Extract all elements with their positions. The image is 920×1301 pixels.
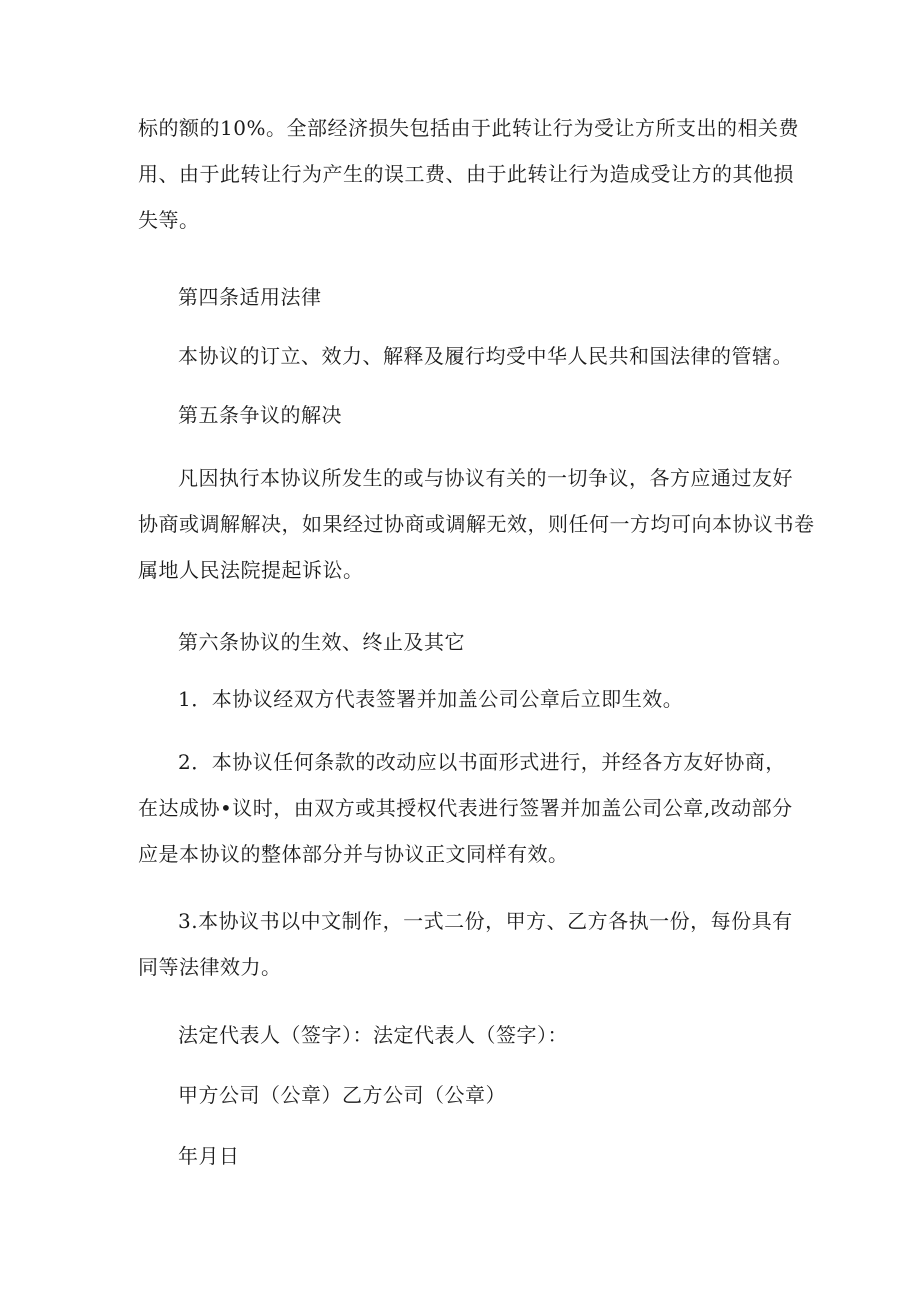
continuation-paragraph (138, 105, 799, 243)
heading-text: 第六条协议的生效、终止及其它 (178, 630, 465, 654)
clause1-paragraph (138, 676, 788, 722)
text-line: 用、由于此转让行为产生的误工费、由于此转让行为造成受让方的其他损 (138, 162, 794, 186)
text-line: 法定代表人（签字）：法定代表人（签字）： (178, 1023, 568, 1047)
text-line: 在达成协•议时，由双方或其授权代表进行签署并加盖公司公章,改动部分 (138, 796, 793, 820)
text-line: 协商或调解解决，如果经过协商或调解无效，则任何一方均可向本协议书卷 (138, 512, 815, 536)
seal-line (138, 1072, 788, 1118)
clause2-paragraph (138, 739, 793, 877)
text-line: 应是本协议的整体部分并与协议正文同样有效。 (138, 842, 569, 866)
article4-paragraph (138, 333, 793, 379)
text-line: 甲方公司（公章）乙方公司（公章） (178, 1083, 506, 1107)
article6-heading (138, 619, 788, 665)
text-line: 年月日 (178, 1144, 240, 1168)
heading-text: 第五条争议的解决 (178, 403, 342, 427)
clause3-paragraph (138, 898, 793, 990)
article4-heading (138, 274, 788, 320)
article5-heading (138, 392, 788, 438)
text-line: 本协议的订立、效力、解释及履行均受中华人民共和国法律的管辖。 (178, 344, 793, 368)
text-line: 2．本协议任何条款的改动应以书面形式进行，并经各方友好协商， (178, 750, 786, 774)
article5-paragraph (138, 455, 815, 593)
signature-line (138, 1012, 788, 1058)
text-line: 标的额的10%。全部经济损失包括由于此转让行为受让方所支出的相关费 (138, 116, 799, 140)
text-line: 属地人民法院提起诉讼。 (138, 558, 364, 582)
text-line: 失等。 (138, 208, 200, 232)
text-line: 同等法律效力。 (138, 955, 282, 979)
text-line: 凡因执行本协议所发生的或与协议有关的一切争议，各方应通过友好 (178, 466, 793, 490)
text-line: 1．本协议经双方代表签署并加盖公司公章后立即生效。 (178, 687, 684, 711)
heading-text: 第四条适用法律 (178, 285, 322, 309)
text-line: 3.本协议书以中文制作，一式二份，甲方、乙方各执一份，每份具有 (178, 909, 793, 933)
date-line (138, 1133, 788, 1179)
